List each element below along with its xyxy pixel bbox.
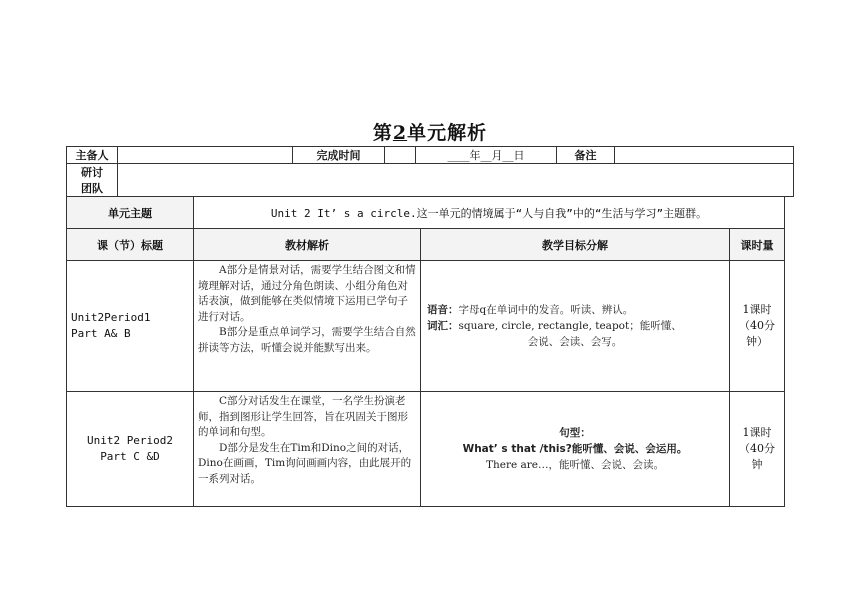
- table-row: [67, 392, 785, 507]
- preparer-label: 主备人: [67, 147, 118, 164]
- lesson-title-line2: Part C &D: [100, 450, 160, 463]
- goals-cell: [421, 261, 730, 392]
- header-teaching-goals: 教学目标分解: [421, 229, 730, 261]
- lesson-title-cell: [67, 392, 194, 507]
- analysis-cell: [194, 392, 421, 507]
- remark-value[interactable]: [615, 147, 794, 164]
- goal-sentence-label: 句型：: [559, 427, 591, 439]
- lesson-plan-table: [66, 196, 785, 507]
- goal-sentence-line2: There are…，能听懂、会说、会读。: [485, 459, 665, 471]
- hours-cell: [730, 392, 785, 507]
- team-value[interactable]: [118, 164, 794, 197]
- goal-phonics-label: 语音：: [427, 304, 459, 316]
- goal-sentence-line1: What’ s that /this?能听懂、会说、会运用。: [462, 443, 688, 455]
- header-lesson-title: 课（节）标题: [67, 229, 194, 261]
- lesson-title-cell: [67, 261, 194, 392]
- analysis-paragraph-d: D部分是发生在Tim和Dino之间的对话，Dino在画画，Tim询问画画内容，由此展开的一系列对话。: [198, 441, 412, 485]
- completion-spacer: [385, 147, 416, 164]
- remark-label: 备注: [557, 147, 615, 164]
- unit-theme-text: Unit 2 It’ s a circle.这一单元的情境属于“人与自我”中的“生活与学习”主题群。: [194, 197, 785, 229]
- hours-line2: （40分: [739, 319, 776, 332]
- team-label-line2: 团队: [81, 182, 103, 195]
- goal-vocab-label: 词汇：: [427, 320, 459, 332]
- lesson-title-line2: Part A& B: [71, 327, 131, 340]
- goal-vocab-text: square, circle, rectangle, teapot；能听懂、: [458, 320, 682, 332]
- title-unit-number: 2: [392, 122, 408, 144]
- team-label: [67, 164, 118, 197]
- preparer-value[interactable]: [118, 147, 293, 164]
- table-row: [67, 261, 785, 392]
- header-material-analysis: 教材解析: [194, 229, 421, 261]
- goal-phonics-text: 字母q在单词中的发音。听读、辨认。: [458, 304, 634, 316]
- lesson-title-line1: Unit2 Period2: [86, 434, 174, 447]
- hours-line3: 钟: [751, 458, 763, 471]
- analysis-paragraph-b: B部分是重点单词学习，需要学生结合自然拼读等方法，听懂会说并能默写出来。: [198, 326, 416, 354]
- title-suffix: 单元解析: [407, 122, 488, 144]
- hours-line1: 1课时: [742, 303, 772, 316]
- meta-table: [66, 146, 794, 197]
- lesson-title-line1: Unit2Period1: [71, 311, 151, 324]
- hours-line2: （40分: [739, 442, 776, 455]
- goals-cell: [421, 392, 730, 507]
- unit-theme-label: 单元主题: [67, 197, 194, 229]
- completion-date-blank[interactable]: ____年__月__日: [416, 147, 557, 164]
- header-class-hours: 课时量: [730, 229, 785, 261]
- page-title: [0, 118, 860, 145]
- analysis-paragraph-a: A部分是情景对话，需要学生结合图文和情境理解对话，通过分角色朗读、小组分角色对话表演，做到能够在类似情境下运用已学句子进行对话。: [198, 264, 416, 323]
- hours-line1: 1课时: [742, 426, 772, 439]
- goal-vocab-text-cont: 会说、会读、会写。: [527, 336, 623, 348]
- hours-line3: 钟）: [746, 335, 769, 348]
- analysis-cell: [194, 261, 421, 392]
- completion-time-label: 完成时间: [293, 147, 385, 164]
- hours-cell: [730, 261, 785, 392]
- analysis-paragraph-c: C部分对话发生在课堂，一名学生扮演老师，指到图形让学生回答，旨在巩固关于图形的单词和句型。: [198, 395, 408, 438]
- title-prefix: 第: [372, 122, 393, 144]
- team-label-line1: 研讨: [81, 166, 103, 179]
